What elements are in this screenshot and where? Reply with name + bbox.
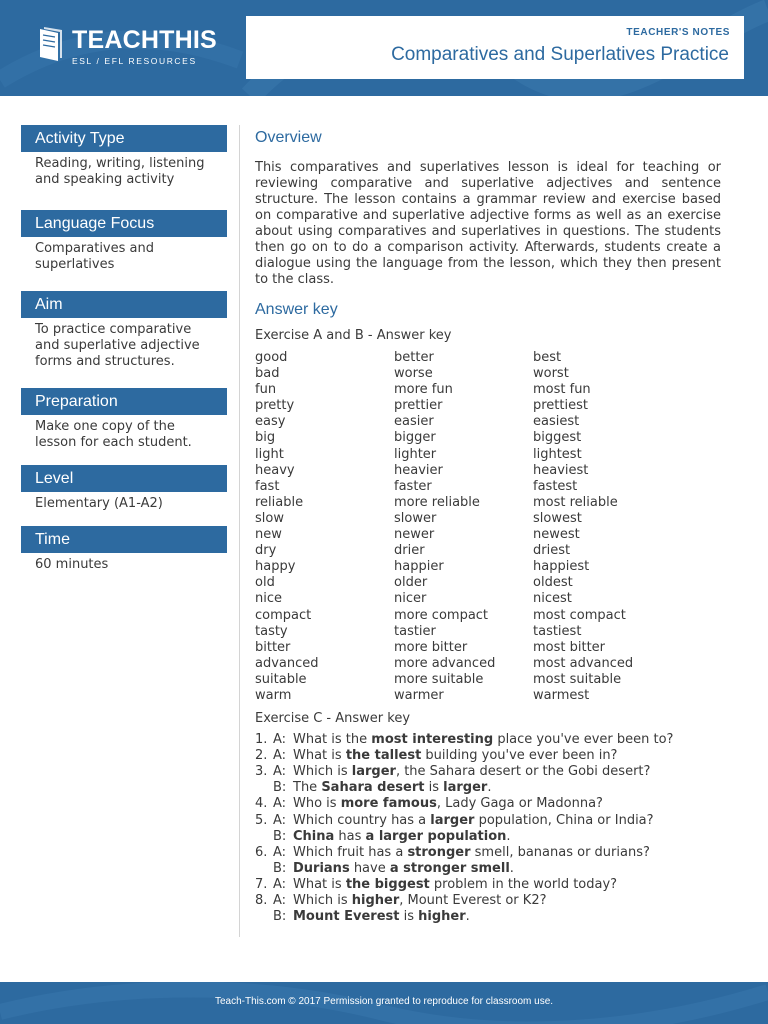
teachthis-logo (36, 25, 217, 66)
sidebar-heading: Activity Type (21, 125, 227, 152)
answer-line (255, 764, 721, 780)
sidebar-text: Elementary (A1-A2) (35, 496, 163, 511)
answer-line (255, 829, 721, 845)
adjective-row (255, 350, 721, 366)
answer-segment: have (349, 860, 390, 876)
answer-segment: What is the (293, 732, 372, 748)
comparative-form: worse (394, 366, 433, 382)
item-number: 7. (255, 876, 268, 892)
adjective-row (255, 672, 721, 688)
answer-highlight: Durians (293, 860, 350, 876)
superlative-form: oldest (533, 575, 573, 591)
comparative-form: faster (394, 478, 432, 494)
adjective-table (255, 350, 721, 704)
base-form: advanced (255, 655, 319, 671)
overview-heading: Overview (255, 129, 322, 146)
overview-text: This comparatives and superlatives lesson is ideal for teaching or reviewing comparative and superlative adjectives and sentence structure. The lesson contains a grammar review and exercise based on comparative and superlative adjective forms as well as an exercise about using comparatives and superlatives in questions. The students then go on to do a comparison activity. Afterwards, students create a dialogue using the language from the lesson, which they then present to the class. (255, 160, 721, 287)
comparative-form: slower (394, 510, 437, 526)
speaker-label: B: (273, 909, 287, 925)
answer-segment: Which fruit has a (293, 844, 408, 860)
superlative-form: most bitter (533, 639, 606, 655)
answer-highlight: a stronger smell (389, 860, 510, 876)
sidebar-text: Comparatives and superlatives (35, 241, 154, 272)
adjective-row (255, 511, 721, 527)
base-form: reliable (255, 494, 304, 510)
adjective-row (255, 656, 721, 672)
superlative-form: happiest (533, 559, 590, 575)
answer-segment: Which is (293, 893, 352, 908)
answer-highlight: the biggest (345, 876, 430, 892)
adjective-row (255, 688, 721, 704)
adjective-row (255, 575, 721, 591)
adjective-row (255, 543, 721, 559)
superlative-form: best (533, 350, 562, 365)
page-header (0, 0, 768, 96)
comparative-form: more compact (394, 607, 489, 623)
answer-line (255, 796, 721, 812)
superlative-form: fastest (533, 478, 578, 494)
comparative-form: more bitter (394, 639, 468, 655)
answer-segment: . (506, 828, 511, 844)
answer-text (293, 764, 650, 780)
logo-tagline: ESL / EFL RESOURCES (72, 56, 197, 66)
comparative-form: better (394, 350, 434, 365)
answer-text (293, 748, 617, 764)
speaker-label: A: (273, 893, 287, 908)
sidebar-heading: Time (21, 526, 227, 553)
answer-segment: has (334, 828, 366, 844)
main-content (255, 128, 721, 925)
answer-segment: Which is (293, 764, 352, 780)
comparative-form: happier (394, 559, 444, 575)
answer-segment: smell, bananas or durians? (470, 844, 650, 860)
answer-highlight: larger (430, 812, 475, 828)
adjective-row (255, 479, 721, 495)
answer-line (255, 780, 721, 796)
adjective-row (255, 640, 721, 656)
answer-segment: problem in the world today? (429, 876, 618, 892)
answer-segment: is (424, 780, 444, 796)
answer-line (255, 893, 721, 909)
answer-highlight: most interesting (371, 732, 494, 748)
superlative-form: newest (533, 527, 580, 543)
base-form: new (255, 527, 282, 543)
item-number (255, 861, 273, 877)
page-footer (0, 982, 768, 1024)
comparative-form: more fun (394, 382, 453, 398)
adjective-row (255, 447, 721, 463)
speaker-label: A: (273, 876, 287, 892)
superlative-form: most compact (533, 607, 626, 623)
base-form: compact (255, 607, 312, 623)
item-number: 8. (255, 893, 268, 908)
sidebar-text: Reading, writing, listening and speaking activity (35, 156, 205, 187)
answer-line (255, 909, 721, 925)
answer-segment: Who is (293, 796, 341, 812)
answer-line (255, 877, 721, 893)
teachers-notes-label: TEACHER'S NOTES (626, 27, 730, 38)
answer-text (293, 780, 491, 796)
comparative-form: newer (394, 527, 435, 543)
base-form: fast (255, 478, 280, 494)
footer-copyright: Teach-This.com © 2017 Permission granted to reproduce for classroom use. (214, 996, 554, 1007)
answer-key-heading: Answer key (255, 301, 338, 318)
answer-line (255, 861, 721, 877)
base-form: nice (255, 591, 282, 607)
item-number (255, 780, 273, 796)
base-form: dry (255, 543, 277, 559)
superlative-form: most advanced (533, 655, 634, 671)
base-form: good (255, 350, 288, 365)
item-number: 1. (255, 732, 268, 748)
speaker-label: A: (273, 796, 287, 812)
comparative-form: warmer (394, 687, 444, 703)
answer-text (293, 829, 511, 845)
sidebar-heading: Aim (21, 291, 227, 318)
speaker-label: A: (273, 764, 287, 780)
base-form: light (255, 446, 284, 462)
base-form: fun (255, 382, 277, 398)
sidebar-heading: Language Focus (21, 210, 227, 237)
sidebar-activity-type (21, 125, 227, 188)
superlative-form: most suitable (533, 671, 622, 687)
answer-segment: Which country has a (293, 812, 431, 828)
answer-text (293, 909, 470, 925)
base-form: suitable (255, 671, 307, 687)
answer-segment: building you've ever been in? (421, 748, 618, 764)
answer-highlight: a larger population (365, 828, 507, 844)
column-divider (239, 125, 240, 937)
adjective-row (255, 366, 721, 382)
sidebar (21, 125, 227, 573)
base-form: warm (255, 687, 292, 703)
sidebar-text: To practice comparative and superlative adjective forms and structures. (35, 322, 200, 369)
title-box (246, 16, 744, 79)
adjective-row (255, 591, 721, 607)
base-form: happy (255, 559, 296, 575)
answer-segment: , Mount Everest or K2? (399, 893, 547, 908)
answer-line (255, 732, 721, 748)
sidebar-heading: Preparation (21, 388, 227, 415)
base-form: bitter (255, 639, 291, 655)
sidebar-language-focus (21, 210, 227, 273)
base-form: big (255, 430, 276, 446)
superlative-form: most reliable (533, 494, 618, 510)
answer-highlight: China (293, 828, 335, 844)
superlative-form: worst (533, 366, 569, 382)
comparative-form: bigger (394, 430, 436, 446)
answer-segment: , Lady Gaga or Madonna? (436, 796, 603, 812)
superlative-form: warmest (533, 687, 590, 703)
superlative-form: most fun (533, 382, 591, 398)
item-number: 4. (255, 796, 268, 812)
sidebar-time (21, 526, 227, 573)
answer-segment: What is (293, 876, 346, 892)
answer-segment: . (509, 860, 514, 876)
sidebar-heading: Level (21, 465, 227, 492)
answer-segment: The (293, 780, 322, 796)
sidebar-text: Make one copy of the lesson for each student. (35, 419, 192, 450)
comparative-form: lighter (394, 446, 437, 462)
superlative-form: driest (533, 543, 571, 559)
answer-segment: is (399, 909, 419, 925)
sidebar-text: 60 minutes (35, 557, 109, 572)
answer-segment: population, China or India? (474, 812, 654, 828)
adjective-row (255, 559, 721, 575)
answer-text (293, 877, 617, 893)
superlative-form: nicest (533, 591, 572, 607)
base-form: old (255, 575, 275, 591)
adjective-row (255, 495, 721, 511)
answer-segment: . (465, 909, 470, 925)
item-number (255, 909, 273, 925)
answer-text (293, 732, 673, 748)
superlative-form: lightest (533, 446, 582, 462)
answer-highlight: Sahara desert (321, 780, 425, 796)
adjective-row (255, 463, 721, 479)
sidebar-preparation (21, 388, 227, 451)
adjective-row (255, 398, 721, 414)
book-icon (36, 27, 66, 63)
answer-segment: . (487, 780, 492, 796)
exercise-c-heading: Exercise C - Answer key (255, 711, 411, 727)
superlative-form: slowest (533, 510, 582, 526)
answer-text (293, 796, 603, 812)
answer-text (293, 893, 546, 909)
comparative-form: tastier (394, 623, 436, 639)
base-form: pretty (255, 398, 295, 414)
superlative-form: prettiest (533, 398, 588, 414)
answer-line (255, 748, 721, 764)
item-number: 3. (255, 764, 268, 780)
superlative-form: tastiest (533, 623, 582, 639)
page-title: Comparatives and Superlatives Practice (391, 44, 729, 65)
sidebar-level (21, 465, 227, 512)
answer-highlight: the tallest (345, 748, 422, 764)
superlative-form: heaviest (533, 462, 589, 478)
answer-highlight: more famous (340, 796, 437, 812)
comparative-form: easier (394, 414, 434, 430)
superlative-form: biggest (533, 430, 582, 446)
comparative-form: prettier (394, 398, 443, 414)
answer-segment: place you've ever been to? (493, 732, 674, 748)
comparative-form: drier (394, 543, 425, 559)
adjective-row (255, 608, 721, 624)
comparative-form: older (394, 575, 428, 591)
speaker-label: A: (273, 732, 287, 748)
comparative-form: more reliable (394, 494, 480, 510)
base-form: easy (255, 414, 286, 430)
base-form: bad (255, 366, 280, 382)
exercise-ab-heading: Exercise A and B - Answer key (255, 328, 452, 343)
comparative-form: more suitable (394, 671, 484, 687)
answer-text (293, 861, 514, 877)
answer-segment: , the Sahara desert or the Gobi desert? (395, 764, 651, 780)
answer-highlight: larger (351, 764, 396, 780)
speaker-label: B: (273, 780, 287, 796)
base-form: tasty (255, 623, 288, 639)
speaker-label: A: (273, 812, 287, 828)
speaker-label: A: (273, 748, 287, 764)
logo-wordmark: TEACHTHIS (72, 26, 217, 54)
superlative-form: easiest (533, 414, 580, 430)
adjective-row (255, 430, 721, 446)
comparative-form: nicer (394, 591, 427, 607)
item-number (255, 829, 273, 845)
answer-highlight: stronger (407, 844, 471, 860)
answer-segment: What is (293, 748, 346, 764)
answer-highlight: higher (351, 893, 400, 908)
answer-text (293, 845, 650, 861)
speaker-label: B: (273, 860, 287, 876)
adjective-row (255, 382, 721, 398)
comparative-form: heavier (394, 462, 443, 478)
answer-highlight: higher (418, 909, 466, 925)
adjective-row (255, 527, 721, 543)
answer-line (255, 845, 721, 861)
answer-highlight: Mount Everest (293, 909, 400, 925)
answer-line (255, 813, 721, 829)
adjective-row (255, 414, 721, 430)
speaker-label: B: (273, 828, 287, 844)
sidebar-aim (21, 291, 227, 370)
exercise-c-answers (255, 732, 721, 925)
item-number: 2. (255, 748, 268, 764)
item-number: 6. (255, 844, 268, 860)
adjective-row (255, 624, 721, 640)
base-form: slow (255, 510, 284, 526)
base-form: heavy (255, 462, 295, 478)
answer-highlight: larger (443, 780, 488, 796)
speaker-label: A: (273, 844, 287, 860)
comparative-form: more advanced (394, 655, 496, 671)
answer-text (293, 813, 654, 829)
item-number: 5. (255, 812, 268, 828)
